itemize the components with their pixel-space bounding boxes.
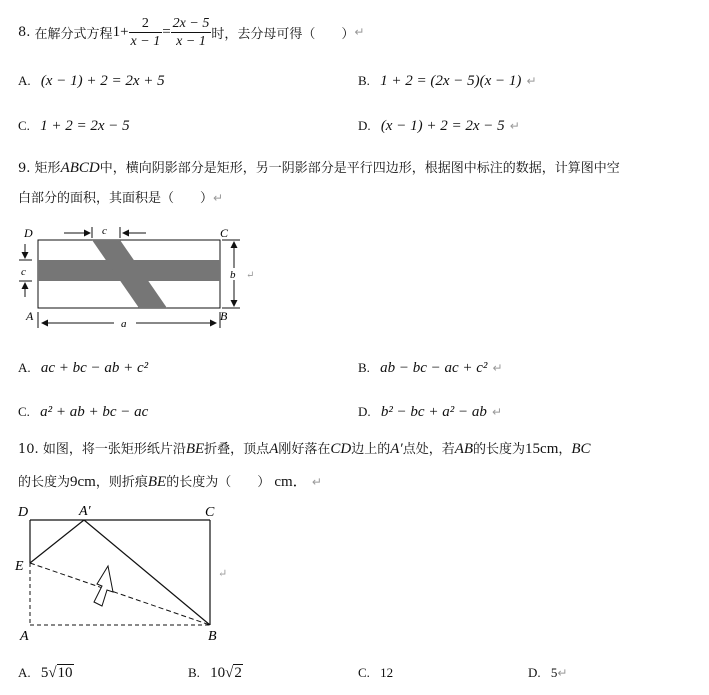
option-label: B.: [358, 73, 370, 88]
option-label: C.: [18, 118, 30, 133]
option-label: B.: [358, 360, 370, 375]
q10-text: 如图，将一张矩形纸片沿: [42, 442, 186, 457]
q10-bc: BC: [571, 441, 591, 457]
return-mark-icon: ↵: [246, 270, 255, 281]
q10-stem-line1: [18, 438, 591, 458]
q9-vertex-b: B: [220, 309, 228, 323]
q10-vertex-a: A: [20, 629, 29, 644]
option-label: A.: [18, 360, 31, 375]
q9-option-d[interactable]: [358, 401, 502, 421]
q10-text: 的长度为: [473, 442, 526, 457]
q9-option-c[interactable]: [18, 401, 148, 421]
q10-vertex-d: D: [18, 505, 29, 520]
q9-label-c-left: c: [21, 266, 26, 278]
q9-figure: [14, 222, 264, 334]
q10-be: BE: [185, 441, 205, 457]
q8-frac2-num: 2x − 5: [172, 15, 210, 31]
q10-text: 的长度为（ ）: [166, 475, 271, 490]
q9-label-a: a: [121, 318, 127, 330]
q8-frac2: [171, 15, 212, 50]
q10-bc-len: 9cm: [70, 474, 96, 490]
q10-text: 点处，若: [402, 442, 455, 457]
q10-vertex-e: E: [15, 559, 24, 574]
return-mark-icon: ↵: [213, 191, 224, 205]
q8-number: 8.: [18, 24, 31, 40]
q10-text: 边上的: [351, 442, 391, 457]
q10-aprime: A′: [390, 441, 403, 457]
q9-abcd: ABCD: [60, 160, 100, 176]
option-label: C.: [358, 665, 370, 680]
q10-fold-arrow-icon: [94, 566, 113, 606]
option-coef: 5: [40, 665, 49, 681]
return-mark-icon: ↵: [354, 25, 365, 39]
option-expr: b² − bc + a² − ab: [380, 404, 487, 420]
option-expr: 1 + 2 = 2x − 5: [40, 118, 130, 134]
q8-frac2-den: x − 1: [176, 33, 206, 49]
q10-vertex-b: B: [208, 629, 217, 644]
q8-option-a[interactable]: [18, 70, 165, 90]
q9-vertex-c: C: [220, 226, 229, 240]
option-label: D.: [358, 404, 371, 419]
option-value: 5: [550, 665, 558, 680]
q8-frac1-den: x − 1: [130, 33, 161, 49]
q9-text: 中，横向阴影部分是矩形，另一阴影部分是平行四边形，根据图中标注的数据，计算图中空: [99, 161, 620, 176]
q9-text: 矩形: [34, 161, 61, 176]
q10-text: 刚好落在: [278, 442, 331, 457]
q10-option-a[interactable]: A. 5√10: [18, 665, 73, 681]
return-mark-icon: ↵: [491, 405, 502, 419]
q9-option-a[interactable]: [18, 357, 148, 377]
option-label: A.: [18, 665, 31, 680]
q10-number: 10.: [18, 442, 39, 457]
q10-option-b[interactable]: B. 10√2: [188, 665, 242, 681]
q10-be: BE: [147, 474, 167, 490]
q10-unit: cm．: [274, 474, 308, 490]
q8-eq-one: 1+: [112, 23, 129, 40]
q8-option-b[interactable]: [358, 70, 537, 90]
q9-vertex-d: D: [24, 226, 33, 240]
q10-text: 的长度为: [18, 475, 71, 490]
option-expr: 1 + 2 = (2x − 5)(x − 1): [380, 73, 522, 89]
option-value: 12: [380, 665, 394, 680]
q10-vertex-aprime: A′: [79, 504, 91, 519]
q10-text: ，: [558, 442, 572, 457]
return-mark-icon: ↵: [311, 475, 322, 489]
q8-equals: =: [162, 23, 171, 40]
option-label: B.: [188, 665, 200, 680]
q10-figure: [12, 498, 252, 648]
option-coef: 10: [210, 665, 226, 681]
q9-stem-line1: [18, 157, 620, 177]
q10-stem-line2: [18, 470, 322, 491]
q8-stem: [18, 14, 364, 50]
option-label: C.: [18, 404, 30, 419]
q8-frac1: [129, 15, 163, 50]
return-mark-icon: ↵: [509, 119, 520, 133]
option-expr: (x − 1) + 2 = 2x + 5: [40, 73, 165, 89]
q9-stem-line2: [18, 187, 223, 206]
q10-option-c[interactable]: [358, 662, 393, 681]
q10-ab: AB: [454, 441, 474, 457]
option-expr: (x − 1) + 2 = 2x − 5: [380, 118, 505, 134]
option-radicand: 10: [57, 665, 73, 681]
return-mark-icon: ↵: [557, 666, 568, 680]
option-label: D.: [358, 118, 371, 133]
q10-text: ，则折痕: [95, 475, 148, 490]
q10-option-d[interactable]: [528, 662, 567, 681]
q9-label-c-top: c: [102, 225, 107, 237]
q9-label-b: b: [230, 269, 236, 281]
option-expr: a² + ab + bc − ac: [40, 404, 149, 420]
q8-option-d[interactable]: [358, 115, 520, 135]
option-label: A.: [18, 73, 31, 88]
q10-text: 折叠，顶点: [204, 442, 270, 457]
q9-option-b[interactable]: [358, 357, 503, 377]
q10-vertex-c: C: [205, 505, 215, 520]
return-mark-icon: ↵: [526, 74, 537, 88]
option-expr: ab − bc − ac + c²: [380, 360, 488, 376]
q9-text: 白部分的面积，其面积是（ ）: [18, 191, 214, 206]
option-label: D.: [528, 665, 541, 680]
option-expr: ac + bc − ab + c²: [40, 360, 149, 376]
option-radicand: 2: [234, 665, 242, 681]
q8-stem-after: 时，去分母可得（ ）: [211, 26, 355, 42]
q10-ab-len: 15cm: [525, 441, 559, 457]
return-mark-icon: ↵: [492, 361, 503, 375]
q9-vertex-a: A: [26, 309, 34, 323]
q10-cd: CD: [330, 441, 352, 457]
q8-option-c[interactable]: [18, 115, 130, 135]
return-mark-icon: ↵: [218, 568, 228, 580]
q8-frac1-num: 2: [129, 15, 163, 33]
q10-a: A: [269, 441, 279, 457]
q8-stem-before: 在解分式方程: [34, 26, 113, 42]
q9-number: 9.: [18, 161, 31, 176]
